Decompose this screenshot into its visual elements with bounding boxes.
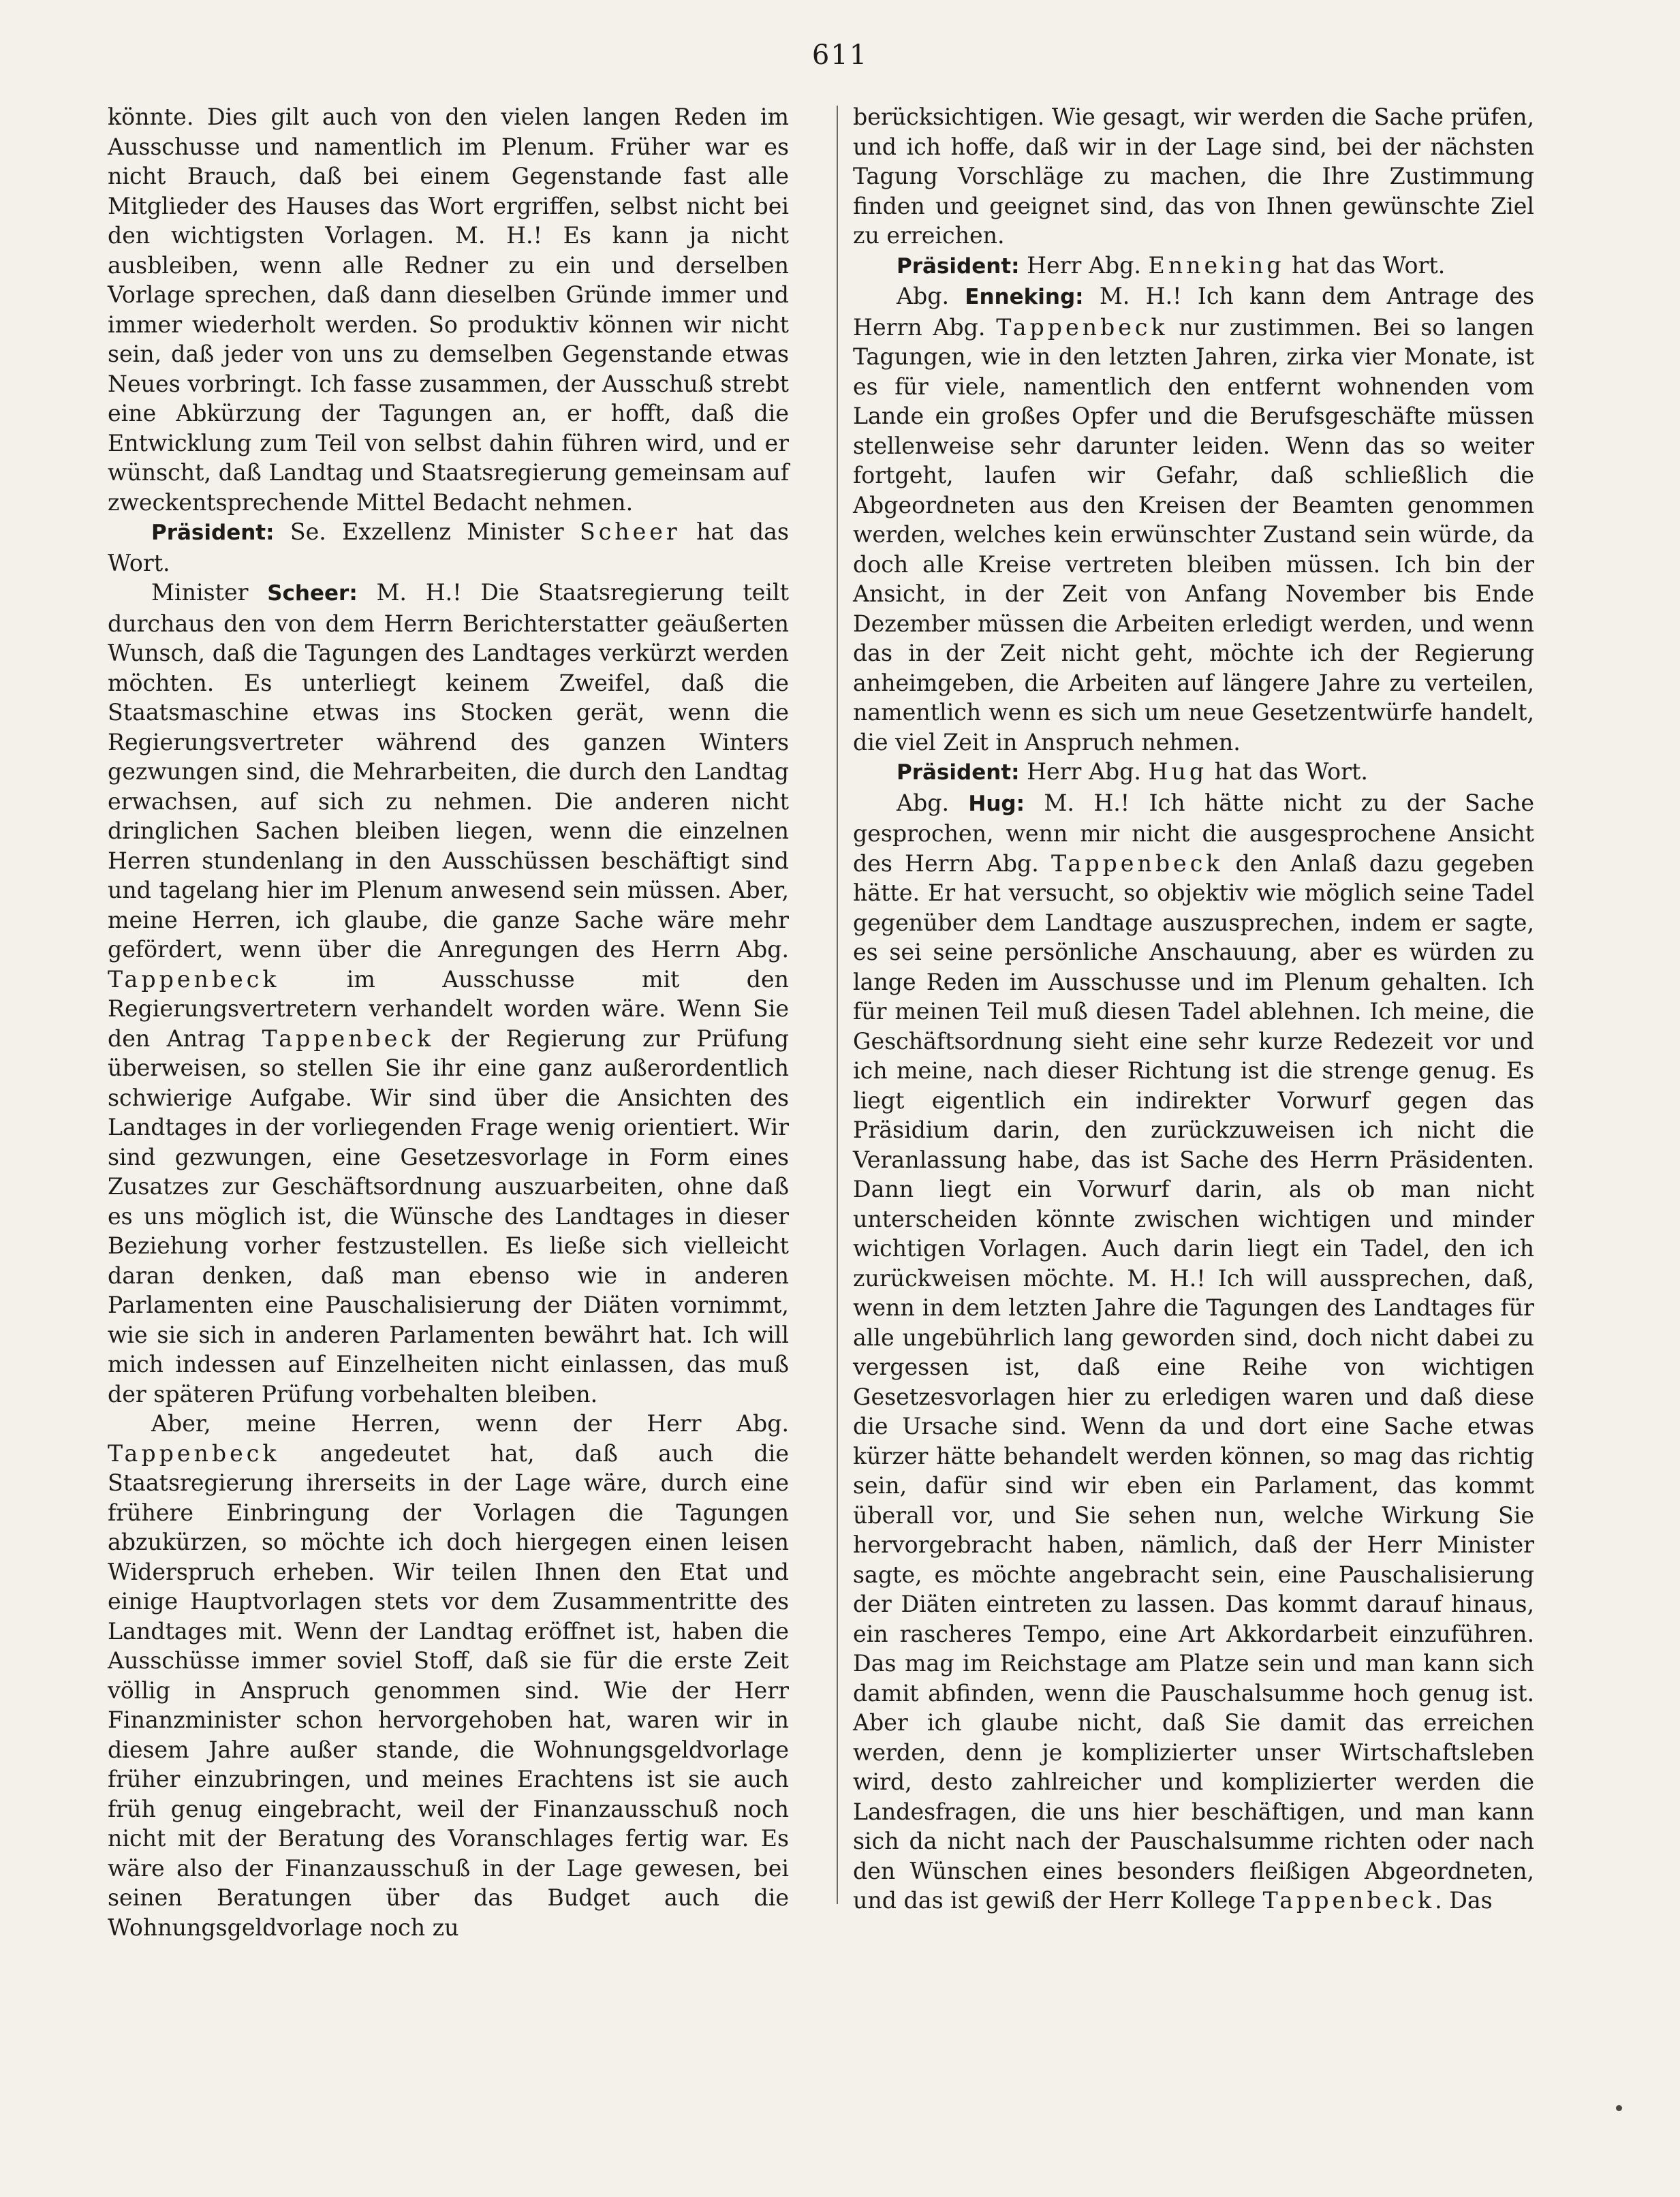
- column-divider: [837, 106, 838, 1904]
- paragraph-text: Herr Abg.: [1027, 251, 1141, 279]
- paragraph-text: Abg.: [897, 789, 950, 816]
- person-name: Scheer: [579, 518, 681, 545]
- paragraph-text: M. H.! Ich kann dem Antrage des Herrn Abg.: [853, 283, 1534, 341]
- paragraph-text: Minister: [151, 579, 249, 606]
- paragraph: [853, 757, 1534, 788]
- paragraph-text: der Regierung zur Prüfung überweisen, so stellen Sie ihr eine ganz außerordentlich schwierige Aufgabe. Wir sind über die Ansichten des Landtages in der vorliegenden Frage wenig orientiert. Wir sind gezwungen, eine Gesetzesvorlage in Form eines Zusatzes zur Geschäftsordnung auszuarbeiten, ohne daß es uns möglich ist, die Wünsche des Landtages in dieser Beziehung vorher festzustellen. Es ließe sich vielleicht daran denken, daß man ebenso wie in anderen Parlamenten eine Pauschalisierung der Diäten vornimmt, wie sie sich in anderen Parlamenten bewährt hat. Ich will mich indessen auf Einzelheiten nicht einlassen, das muß der späteren Prüfung vorbehalten bleiben.: [108, 1025, 789, 1407]
- paragraph: [853, 281, 1534, 757]
- paragraph-text: Herr Abg.: [1027, 758, 1141, 785]
- paragraph-text: Abg.: [897, 283, 950, 309]
- person-name: Hug: [1148, 758, 1208, 785]
- paragraph: [853, 788, 1534, 1916]
- paragraph-text: hat das Wort.: [1214, 758, 1368, 785]
- paragraph-text: angedeutet hat, daß auch die Staatsregierung ihrerseits in der Lage wäre, durch eine frühere Einbringung der Vorlagen die Tagungen abzukürzen, so möchte ich doch hiergegen einen leisen Widerspruch erheben. Wir teilen Ihnen den Etat und einige Hauptvorlagen stets vor dem Zusammentritte des Landtages mit. Wenn der Landtag eröffnet ist, haben die Ausschüsse immer soviel Stoff, daß sie für die erste Zeit völlig in Anspruch genommen sind. Wie der Herr Finanzminister schon hervorgehoben hat, waren wir in diesem Jahre außer stande, die Wohnungsgeldvorlage früher einzubringen, und meines Erachtens ist sie auch früh genug eingebracht, weil der Finanzausschuß noch nicht mit der Beratung des Voranschlages fertig war. Es wäre also der Finanzausschuß in der Lage gewesen, bei seinen Beratungen über das Budget auch die Wohnungsgeldvorlage noch zu: [108, 1439, 789, 1941]
- paragraph-text: Se. Exzellenz Minister: [290, 518, 564, 545]
- person-name: Tappenbeck: [262, 1025, 435, 1052]
- person-name: Tappenbeck: [108, 965, 280, 993]
- person-name: Tappenbeck: [108, 1439, 280, 1467]
- paragraph-text: den Anlaß dazu gegeben hätte. Er hat versucht, so objektiv wie möglich seine Tadel gegenüber dem Landtage auszusprechen, indem er sagte, es sei seine persönliche Anschauung, aber es würden zu lange Reden im Ausschusse und im Plenum gehalten. Ich für meinen Teil muß diesen Tadel ablehnen. Ich meine, die Geschäftsordnung sieht eine sehr kurze Redezeit vor und ich meine, nach dieser Richtung ist die strenge genug. Es liegt eigentlich ein indirekter Vorwurf gegen das Präsidium darin, den zurückzuweisen ich nicht die Veranlassung habe, das ist Sache des Herrn Präsidenten. Dann liegt ein Vorwurf darin, als ob man nicht unterscheiden könnte zwischen wichtigen und minder wichtigen Vorlagen. Auch darin liegt ein Tadel, den ich zurückweisen möchte. M. H.! Ich will aussprechen, daß, wenn in dem letzten Jahre die Tagungen des Landtages für alle ungebührlich lang geworden sind, doch nicht dabei zu vergessen ist, daß eine Reihe von wichtigen Gesetzesvorlagen hier zu erledigen waren und daß diese die Ursache sind. Wenn da und dort eine Sache etwas kürzer hätte behandelt werden können, so mag das richtig sein, dafür sind wir eben ein Parlament, das kommt überall vor, und Sie sehen nun, welche Wirkung Sie hervorgebracht haben, nämlich, daß der Herr Minister sagte, es möchte angebracht sein, eine Pauschalisierung der Diäten eintreten zu lassen. Das kommt darauf hinaus, ein rascheres Tempo, eine Art Akkordarbeit einzuführen. Das mag im Reichstage am Platze sein und man kann sich damit abfinden, wenn die Pauschalsumme hoch genug ist. Aber ich glaube nicht, daß Sie damit das erreichen werden, denn je komplizierter unser Wirtschaftsleben wird, desto zahlreicher und komplizierter werden die Landesfragen, die uns hier beschäftigen, und man kann sich da nicht nach der Pauschalsumme richten oder nach den Wünschen eines besonders fleißigen Abgeordneten, und das ist gewiß der Herr Kollege: [853, 850, 1534, 1914]
- paragraph: [108, 578, 789, 1409]
- person-name: Enneking: [1148, 251, 1285, 279]
- speaker-label: Scheer:: [267, 581, 358, 606]
- page-number: 611: [811, 40, 869, 71]
- paragraph-text: . Das: [1435, 1887, 1493, 1914]
- speaker-label: Enneking:: [965, 285, 1084, 309]
- paragraph-text: berücksichtigen. Wie gesagt, wir werden die Sache prüfen, und ich hoffe, daß wir in der Lage sind, bei der nächsten Tagung Vorschläge zu machen, die Ihre Zustimmung finden und geeignet sind, das von Ihnen gewünschte Ziel zu erreichen.: [853, 104, 1534, 249]
- person-name: Tappenbeck: [996, 313, 1168, 341]
- paragraph-text: M. H.! Die Staatsregierung teilt durchaus den von dem Herrn Berichterstatter geäußerten Wunsch, daß die Tagungen des Landtages verkürzt werden möchten. Es unterliegt keinem Zweifel, daß die Staatsmaschine etwas ins Stocken gerät, wenn die Regierungsvertreter während des ganzen Winters gezwungen sind, die Mehrarbeiten, die durch den Landtag erwachsen, auf sich zu nehmen. Die anderen nicht dringlichen Sachen bleiben liegen, wenn die einzelnen Herren stundenlang in den Ausschüssen beschäftigt sind und tagelang hier im Plenum anwesend sein müssen. Aber, meine Herren, ich glaube, die ganze Sache wäre mehr gefördert, wenn über die Anregungen des Herrn Abg.: [108, 579, 789, 963]
- print-speck: [1616, 2105, 1622, 2111]
- paragraph-text: nur zustimmen. Bei so langen Tagungen, wie in den letzten Jahren, zirka vier Monate, ist es für viele, namentlich den entfernt wohnenden vom Lande ein großes Opfer und die Berufsgeschäfte müssen stellenweise sehr darunter leiden. Wenn das so weiter fortgeht, laufen wir Gefahr, daß schließlich die Abgeordneten aus den Kreisen der Beamten genommen werden, welches kein erwünschter Zustand sein würde, da doch alle Kreise vertreten bleiben müssen. Ich bin der Ansicht, in der Zeit von Anfang November bis Ende Dezember müssen die Arbeiten erledigt werden, und wenn das in der Zeit nicht geht, möchte ich der Regierung anheimgeben, die Arbeiten auf längere Jahre zu verteilen, namentlich wenn es sich um neue Gesetzentwürfe handelt, die viel Zeit in Anspruch nehmen.: [853, 313, 1534, 755]
- paragraph-text: könnte. Dies gilt auch von den vielen langen Reden im Ausschusse und namentlich im Plenum. Früher war es nicht Brauch, daß bei einem Gegenstande fast alle Mitglieder des Hauses das Wort ergriffen, selbst nicht bei den wichtigsten Vorlagen. M. H.! Es kann ja nicht ausbleiben, wenn alle Redner zu ein und derselben Vorlage sprechen, daß dann dieselben Gründe immer und immer wiederholt werden. So produktiv können wir nicht sein, daß jeder von uns zu demselben Gegenstande etwas Neues vorbringt. Ich fasse zusammen, der Ausschuß strebt eine Abkürzung der Tagungen an, er hofft, daß die Entwicklung zum Teil von selbst dahin führen wird, und er wünscht, daß Landtag und Staatsregierung gemeinsam auf zweckentsprechende Mittel Bedacht nehmen.: [108, 104, 789, 516]
- speaker-label: Hug:: [968, 791, 1025, 816]
- paragraph-text: M. H.! Ich hätte nicht zu der Sache gesprochen, wenn mir nicht die ausgesprochene Ansicht des Herrn Abg.: [853, 789, 1534, 877]
- paragraph: [108, 102, 789, 517]
- person-name: Tappenbeck: [1262, 1887, 1435, 1914]
- paragraph-text: hat das Wort.: [1292, 251, 1446, 279]
- paragraph-text: im Ausschusse mit den Regierungsvertretern verhandelt worden wäre. Wenn Sie den Antrag: [108, 965, 789, 1052]
- speaker-label: Präsident:: [897, 760, 1020, 785]
- speaker-label: Präsident:: [897, 253, 1020, 279]
- paragraph: [108, 517, 789, 578]
- paragraph: [853, 251, 1534, 282]
- right-column: [853, 102, 1534, 1916]
- paragraph-text: Aber, meine Herren, wenn der Herr Abg.: [151, 1410, 789, 1437]
- speaker-label: Präsident:: [151, 520, 275, 545]
- paragraph: [853, 102, 1534, 251]
- paragraph-text: hat das Wort.: [108, 518, 789, 576]
- paragraph: [108, 1409, 789, 1942]
- left-column: [108, 102, 789, 1942]
- person-name: Tappenbeck: [1051, 850, 1224, 877]
